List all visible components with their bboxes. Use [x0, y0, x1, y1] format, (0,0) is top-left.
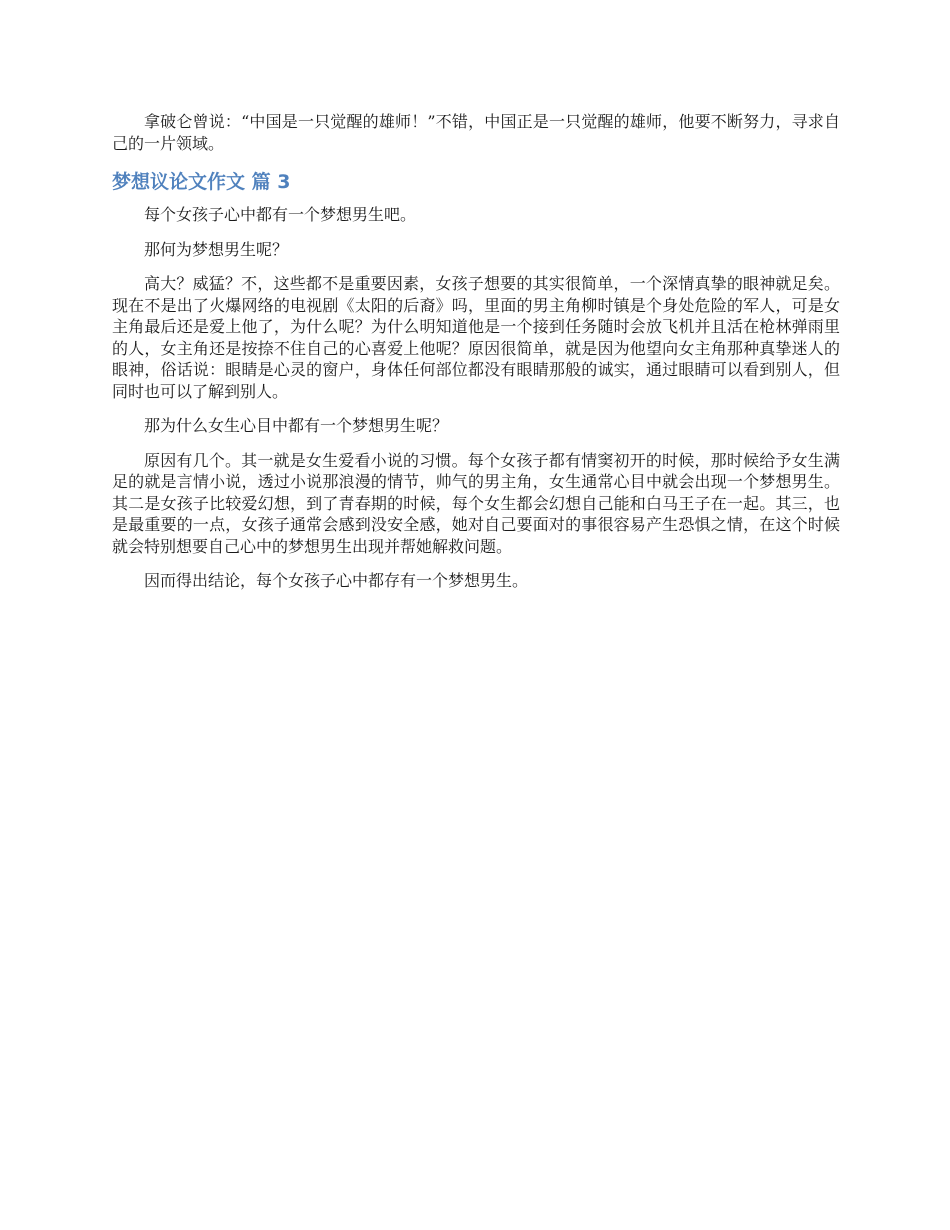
body-paragraph: 原因有几个。其一就是女生爱看小说的习惯。每个女孩子都有情窦初开的时候，那时候给予女生满足的就是言情小说，透过小说那浪漫的情节，帅气的男主角，女生通常心目中就会出现一个梦想男生。其二是女孩子比较爱幻想，到了青春期的时候，每个女生都会幻想自己能和白马王子在一起。其三，也是最重要的一点，女孩子通常会感到没安全感，她对自己要面对的事很容易产生恐惧之情，在这个时候就会特别想要自己心中的梦想男生出现并帮她解救问题。: [112, 450, 840, 556]
body-paragraph: 高大？威猛？不，这些都不是重要因素，女孩子想要的其实很简单，一个深情真挚的眼神就足矣。现在不是出了火爆网络的电视剧《太阳的后裔》吗，里面的男主角柳时镇是个身处危险的军人，可是女主角最后还是爱上他了，为什么呢？为什么明知道他是一个接到任务随时会放飞机并且活在枪林弹雨里的人，女主角还是按捺不住自己的心喜爱上他呢？原因很简单，就是因为他望向女主角那种真挚迷人的眼神，俗话说：眼睛是心灵的窗户，身体任何部位都没有眼睛那般的诚实，通过眼睛可以看到别人，但同时也可以了解到别人。: [112, 274, 840, 401]
body-paragraph: 每个女孩子心中都有一个梦想男生吧。: [144, 205, 417, 224]
document-page: [112, 111, 840, 605]
body-paragraph: 那为什么女生心目中都有一个梦想男生呢？: [144, 416, 449, 435]
intro-paragraph: 拿破仑曾说：“中国是一只觉醒的雄师！”不错，中国正是一只觉醒的雄师，他要不断努力，寻求自己的一片领域。: [112, 112, 840, 153]
body-paragraph: 那何为梦想男生呢？: [144, 239, 289, 259]
section-heading: 梦想议论文作文 篇 3: [112, 171, 291, 193]
body-paragraph: 因而得出结论，每个女孩子心中都存有一个梦想男生。: [144, 571, 529, 590]
